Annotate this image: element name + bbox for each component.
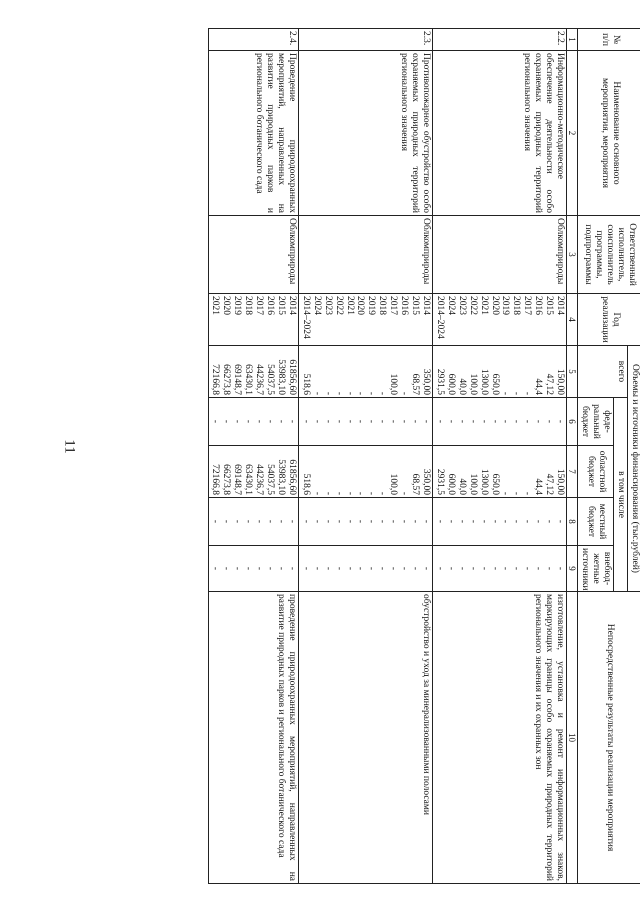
column-number: 5 <box>567 346 578 398</box>
year-list-value: 2017 <box>254 296 265 315</box>
total-list-value: 68,57 <box>410 373 421 395</box>
local-list-value: - <box>333 519 344 524</box>
extrabudget-list-value: - <box>467 566 478 571</box>
year-list-value: 2017 <box>388 296 399 315</box>
regional-list-value: 68,57 <box>410 473 421 495</box>
federal-list-value: - <box>522 419 533 424</box>
year-list-value: 2017 <box>522 296 533 315</box>
header-results: Непосредственные результаты реализации мероприятия <box>578 592 640 884</box>
federal-list-value: - <box>420 419 431 424</box>
regional-list-value: 150,00 <box>555 468 566 495</box>
year-list-value: 2018 <box>377 296 388 315</box>
page-number: 11 <box>61 439 78 454</box>
executor: Облкомприроды <box>432 216 566 294</box>
federal-list-value: - <box>388 419 399 424</box>
extrabudget-list-value: - <box>489 566 500 571</box>
local-list-value: - <box>254 519 265 524</box>
total-list-value: 54037,5 <box>265 364 276 395</box>
year-list-value: 2014 <box>286 296 297 315</box>
column-number: 1 <box>567 29 578 51</box>
federal-list-value: - <box>344 419 355 424</box>
regional-list <box>208 446 298 498</box>
extrabudget-list-value: - <box>311 566 322 571</box>
regional-list-value: 61856,60 <box>286 459 297 495</box>
total-list-value: 53983,10 <box>276 359 286 395</box>
local-list-value: - <box>265 519 276 524</box>
executor: Облкомприроды <box>208 216 298 294</box>
total-list <box>208 346 298 398</box>
federal-list-value: - <box>445 419 456 424</box>
federal-list-value: - <box>355 419 366 424</box>
extrabudget-list-value: - <box>333 566 344 571</box>
local-list-value: - <box>533 519 544 524</box>
local-list-value: - <box>420 519 431 524</box>
header-federal: феде-ральный бюджет <box>578 398 614 446</box>
regional-list-value: 47,12 <box>544 473 555 495</box>
local-list-value: - <box>456 519 467 524</box>
federal-list-value: - <box>377 419 388 424</box>
year-list-value: 2020 <box>221 296 232 315</box>
column-number: 6 <box>567 398 578 446</box>
extrabudget-list-value: - <box>456 566 467 571</box>
extrabudget-list-value: - <box>388 566 399 571</box>
regional-list-value: - <box>399 491 410 495</box>
year-list-value: 2019 <box>500 296 511 315</box>
extrabudget-list-value: - <box>276 566 286 571</box>
year-list <box>298 294 432 346</box>
federal-list-value: - <box>410 419 421 424</box>
regional-list-value: 44236,7 <box>254 464 265 495</box>
total-list-value: 44236,7 <box>254 364 265 395</box>
header-regional: областной бюджет <box>578 446 614 498</box>
local-list-value: - <box>500 519 511 524</box>
federal-list-value: - <box>286 419 297 424</box>
regional-list-value: - <box>333 491 344 495</box>
regional-list-value: 40,0 <box>456 478 467 495</box>
federal-list-value: - <box>500 419 511 424</box>
federal-list-value: - <box>478 419 489 424</box>
regional-list-value: 2931,5 <box>434 468 445 495</box>
header-executor: Ответственный исполнитель, соисполнитель программы, подпрограммы <box>578 216 640 294</box>
row-number: 2.4. <box>208 29 298 51</box>
executor: Облкомприроды <box>298 216 432 294</box>
local-list <box>298 498 432 546</box>
extrabudget-list-value: - <box>322 566 333 571</box>
total-list <box>298 346 432 398</box>
federal-list-value: - <box>300 419 311 424</box>
extrabudget-list-value: - <box>265 566 276 571</box>
result-text: обустройство и уход за минерализованными полосами <box>298 592 432 884</box>
local-list-value: - <box>286 519 297 524</box>
table-row <box>432 29 566 884</box>
local-list <box>208 498 298 546</box>
result-text: изготовление, установка и ремонт информационных знаков, маркирующих границы особо охраняемых природных территорий регионального значения и их охранных зон <box>432 592 566 884</box>
funding-table <box>208 28 640 884</box>
federal-list-value: - <box>232 419 243 424</box>
extrabudget-list-value: - <box>478 566 489 571</box>
federal-list-value: - <box>210 419 221 424</box>
column-number-row <box>567 29 578 884</box>
year-list-value: 2014 <box>555 296 566 315</box>
local-list-value: - <box>467 519 478 524</box>
regional-list-value: 44,4 <box>533 478 544 495</box>
total-list-value: - <box>377 391 388 395</box>
total-list-value: 350,00 <box>420 368 431 395</box>
total-list-value: - <box>511 391 522 395</box>
total-list-value: 69148,7 <box>232 364 243 395</box>
federal-list-value: - <box>221 419 232 424</box>
regional-list-value: - <box>344 491 355 495</box>
extrabudget-list <box>432 546 566 592</box>
federal-list-value: - <box>276 419 286 424</box>
total-list-value: - <box>355 391 366 395</box>
header-name: Наименование основного мероприятия, мероприятия <box>578 51 640 216</box>
extrabudget-list-value: - <box>300 566 311 571</box>
local-list-value: - <box>511 519 522 524</box>
local-list-value: - <box>276 519 286 524</box>
year-list-value: 2016 <box>265 296 276 315</box>
local-list-value: - <box>489 519 500 524</box>
regional-list-value: 66273,8 <box>221 464 232 495</box>
total-list-value: - <box>311 391 322 395</box>
extrabudget-list-value: - <box>210 566 221 571</box>
regional-list-value: 53983,10 <box>276 459 286 495</box>
total-list-value: 100,0 <box>388 373 399 395</box>
total-list-value: 72166,8 <box>210 364 221 395</box>
local-list-value: - <box>221 519 232 524</box>
year-list <box>208 294 298 346</box>
year-list-value: 2022 <box>333 296 344 315</box>
header-local: местный бюджет <box>578 498 614 546</box>
local-list-value: - <box>522 519 533 524</box>
header-no: № п/п <box>578 29 640 51</box>
extrabudget-list-value: - <box>366 566 377 571</box>
extrabudget-list-value: - <box>522 566 533 571</box>
total-list-value: - <box>500 391 511 395</box>
column-number: 3 <box>567 216 578 294</box>
row-number: 2.2. <box>432 29 566 51</box>
total-list-value: 2931,5 <box>434 368 445 395</box>
header-total: всего <box>578 346 628 398</box>
extrabudget-list-value: - <box>243 566 254 571</box>
total-list-value: - <box>344 391 355 395</box>
regional-list-value: - <box>355 491 366 495</box>
total-list-value: 63430,1 <box>243 364 254 395</box>
regional-list-value: 69148,7 <box>232 464 243 495</box>
year-list-value: 2023 <box>322 296 333 315</box>
regional-list-value: 100,0 <box>467 473 478 495</box>
year-list-value: 2022 <box>467 296 478 315</box>
federal-list-value: - <box>544 419 555 424</box>
header-including: в том числе <box>614 398 628 592</box>
local-list-value: - <box>555 519 566 524</box>
header-extrabudget: внебюд-жетные источники <box>578 546 614 592</box>
extrabudget-list-value: - <box>544 566 555 571</box>
extrabudget-list-value: - <box>511 566 522 571</box>
year-list-value: 2014–2024 <box>434 296 445 339</box>
extrabudget-list-value: - <box>254 566 265 571</box>
federal-list-value: - <box>489 419 500 424</box>
regional-list-value: 350,00 <box>420 468 431 495</box>
federal-list <box>208 398 298 446</box>
year-list-value: 2015 <box>544 296 555 315</box>
total-list-value: 600,0 <box>445 373 456 395</box>
total-list-value: 100,0 <box>467 373 478 395</box>
total-list-value: 44,4 <box>533 378 544 395</box>
local-list-value: - <box>410 519 421 524</box>
regional-list-value: 54037,5 <box>265 464 276 495</box>
year-list-value: 2023 <box>456 296 467 315</box>
local-list-value: - <box>478 519 489 524</box>
header-year: Год реализации <box>578 294 640 346</box>
year-list-value: 2014–2024 <box>300 296 311 339</box>
extrabudget-list-value: - <box>221 566 232 571</box>
year-list-value: 2021 <box>210 296 221 315</box>
regional-list-value: 63430,1 <box>243 464 254 495</box>
total-list-value: - <box>333 391 344 395</box>
regional-list-value: - <box>377 491 388 495</box>
federal-list-value: - <box>434 419 445 424</box>
federal-list-value: - <box>366 419 377 424</box>
year-list-value: 2018 <box>243 296 254 315</box>
federal-list-value: - <box>533 419 544 424</box>
local-list-value: - <box>366 519 377 524</box>
table-row <box>298 29 432 884</box>
total-list-value: - <box>399 391 410 395</box>
column-number: 7 <box>567 446 578 498</box>
extrabudget-list-value: - <box>533 566 544 571</box>
year-list-value: 2019 <box>232 296 243 315</box>
local-list-value: - <box>399 519 410 524</box>
local-list-value: - <box>210 519 221 524</box>
extrabudget-list-value: - <box>355 566 366 571</box>
column-number: 2 <box>567 51 578 216</box>
column-number: 4 <box>567 294 578 346</box>
extrabudget-list-value: - <box>445 566 456 571</box>
federal-list-value: - <box>399 419 410 424</box>
extrabudget-list-value: - <box>399 566 410 571</box>
extrabudget-list-value: - <box>420 566 431 571</box>
activity-name: Противопожарное обустройство особо охраняемых природных территорий регионального значения <box>298 51 432 216</box>
local-list-value: - <box>355 519 366 524</box>
local-list-value: - <box>377 519 388 524</box>
local-list-value: - <box>232 519 243 524</box>
local-list-value: - <box>544 519 555 524</box>
year-list-value: 2024 <box>311 296 322 315</box>
regional-list-value: - <box>311 491 322 495</box>
total-list-value: 518,6 <box>300 373 311 395</box>
table-row <box>208 29 298 884</box>
year-list-value: 2021 <box>344 296 355 315</box>
activity-name: Информационно-методическое обеспечение деятельности особо охраняемых природных территорий регионального значения <box>432 51 566 216</box>
year-list-value: 2018 <box>511 296 522 315</box>
header-funding: Объемы и источники финансирования (тыс.рублей) <box>628 346 640 592</box>
result-text: проведение природоохранных мероприятий, направленных на развитие природных парков и регионального ботанического сада <box>208 592 298 884</box>
local-list <box>432 498 566 546</box>
extrabudget-list-value: - <box>555 566 566 571</box>
total-list-value: 1300,0 <box>478 368 489 395</box>
year-list-value: 2024 <box>445 296 456 315</box>
extrabudget-list-value: - <box>377 566 388 571</box>
local-list-value: - <box>388 519 399 524</box>
total-list <box>432 346 566 398</box>
extrabudget-list-value: - <box>410 566 421 571</box>
regional-list-value: 72166,8 <box>210 464 221 495</box>
federal-list-value: - <box>467 419 478 424</box>
federal-list-value: - <box>265 419 276 424</box>
row-number: 2.3. <box>298 29 432 51</box>
local-list-value: - <box>434 519 445 524</box>
year-list-value: 2016 <box>399 296 410 315</box>
regional-list-value: 518,6 <box>300 473 311 495</box>
extrabudget-list-value: - <box>286 566 297 571</box>
column-number: 9 <box>567 546 578 592</box>
federal-list-value: - <box>243 419 254 424</box>
total-list-value: - <box>522 391 533 395</box>
local-list-value: - <box>344 519 355 524</box>
regional-list-value: - <box>322 491 333 495</box>
federal-list <box>432 398 566 446</box>
total-list-value: 61856,60 <box>286 359 297 395</box>
extrabudget-list-value: - <box>232 566 243 571</box>
extrabudget-list <box>298 546 432 592</box>
regional-list-value: 1300,0 <box>478 468 489 495</box>
year-list-value: 2015 <box>276 296 286 315</box>
extrabudget-list <box>208 546 298 592</box>
local-list-value: - <box>300 519 311 524</box>
total-list-value: 150,00 <box>555 368 566 395</box>
regional-list-value: - <box>500 491 511 495</box>
total-list-value: 66273,8 <box>221 364 232 395</box>
federal-list-value: - <box>322 419 333 424</box>
table-body <box>208 29 567 884</box>
regional-list-value: - <box>522 491 533 495</box>
regional-list-value: 100,0 <box>388 473 399 495</box>
local-list-value: - <box>445 519 456 524</box>
column-number: 10 <box>567 592 578 884</box>
extrabudget-list-value: - <box>344 566 355 571</box>
federal-list-value: - <box>511 419 522 424</box>
year-list <box>432 294 566 346</box>
year-list-value: 2015 <box>410 296 421 315</box>
year-list-value: 2019 <box>366 296 377 315</box>
extrabudget-list-value: - <box>434 566 445 571</box>
year-list-value: 2021 <box>478 296 489 315</box>
federal-list-value: - <box>254 419 265 424</box>
regional-list <box>298 446 432 498</box>
federal-list-value: - <box>456 419 467 424</box>
total-list-value: - <box>322 391 333 395</box>
extrabudget-list-value: - <box>500 566 511 571</box>
regional-list <box>432 446 566 498</box>
year-list-value: 2020 <box>355 296 366 315</box>
regional-list-value: - <box>366 491 377 495</box>
federal-list-value: - <box>311 419 322 424</box>
regional-list-value: - <box>511 491 522 495</box>
local-list-value: - <box>322 519 333 524</box>
local-list-value: - <box>243 519 254 524</box>
federal-list-value: - <box>333 419 344 424</box>
regional-list-value: 600,0 <box>445 473 456 495</box>
year-list-value: 2016 <box>533 296 544 315</box>
year-list-value: 2020 <box>489 296 500 315</box>
activity-name: Проведение природоохранных мероприятий, направленных на развитие природных парков и регионального ботанического сада <box>208 51 298 216</box>
total-list-value: - <box>366 391 377 395</box>
total-list-value: 47,12 <box>544 373 555 395</box>
federal-list-value: - <box>555 419 566 424</box>
total-list-value: 650,0 <box>489 373 500 395</box>
year-list-value: 2014 <box>420 296 431 315</box>
regional-list-value: 650,0 <box>489 473 500 495</box>
local-list-value: - <box>311 519 322 524</box>
landscape-sheet <box>182 28 640 883</box>
column-number: 8 <box>567 498 578 546</box>
federal-list <box>298 398 432 446</box>
total-list-value: 40,0 <box>456 378 467 395</box>
